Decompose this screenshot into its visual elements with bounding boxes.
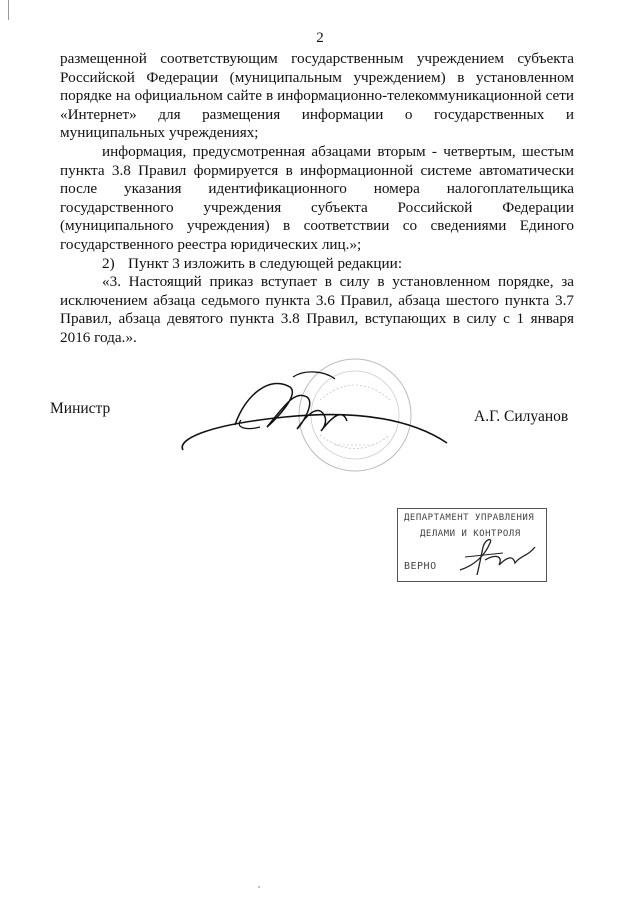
document-body xyxy=(60,50,574,348)
list-item-text: Пункт 3 изложить в следующей редакции: xyxy=(128,254,403,272)
page-number: 2 xyxy=(316,30,324,46)
signature-row xyxy=(0,400,640,480)
paragraph: «3. Настоящий приказ вступает в силу в установленном порядке, за исключением абзаца седьмого пункта 3.6 Правил, абзаца шестого пункта 3.7 Правил, абзаца девятого пункта 3.8 Правил, вступающих в силу с 1 января 2016 года.». xyxy=(60,273,574,346)
signer-name: А.Г. Силуанов xyxy=(474,408,569,425)
scan-dot xyxy=(258,886,260,888)
margin-mark xyxy=(8,0,9,20)
stamp-verified-label: ВЕРНО xyxy=(404,561,437,572)
list-item-number: 2) xyxy=(102,254,115,272)
paragraph: размещенной соответствующим государственным учреждением субъекта Российской Федерации (муниципальным учреждением) в установленном порядке на официальном сайте в информационно-телекоммуникационной сети «Интернет» для размещения информации о государственных и муниципальных учреждениях; xyxy=(60,50,574,142)
stamp-department: ДЕПАРТАМЕНТ УПРАВЛЕНИЯ xyxy=(404,513,535,523)
stamp-division: ДЕЛАМИ И КОНТРОЛЯ xyxy=(420,529,521,539)
signer-position: Министр xyxy=(50,400,111,417)
paragraph: информация, предусмотренная абзацами вторым - четвертым, шестым пункта 3.8 Правил формируется в информационной системе автоматически после указания идентификационного номера налогоплательщика государственного учреждения субъекта Российской Федерации (муниципального учреждения) в соответствии со сведениями Единого государственного реестра юридических лиц.»; xyxy=(60,142,574,253)
list-item xyxy=(60,255,574,274)
stamp-signature xyxy=(455,535,540,580)
